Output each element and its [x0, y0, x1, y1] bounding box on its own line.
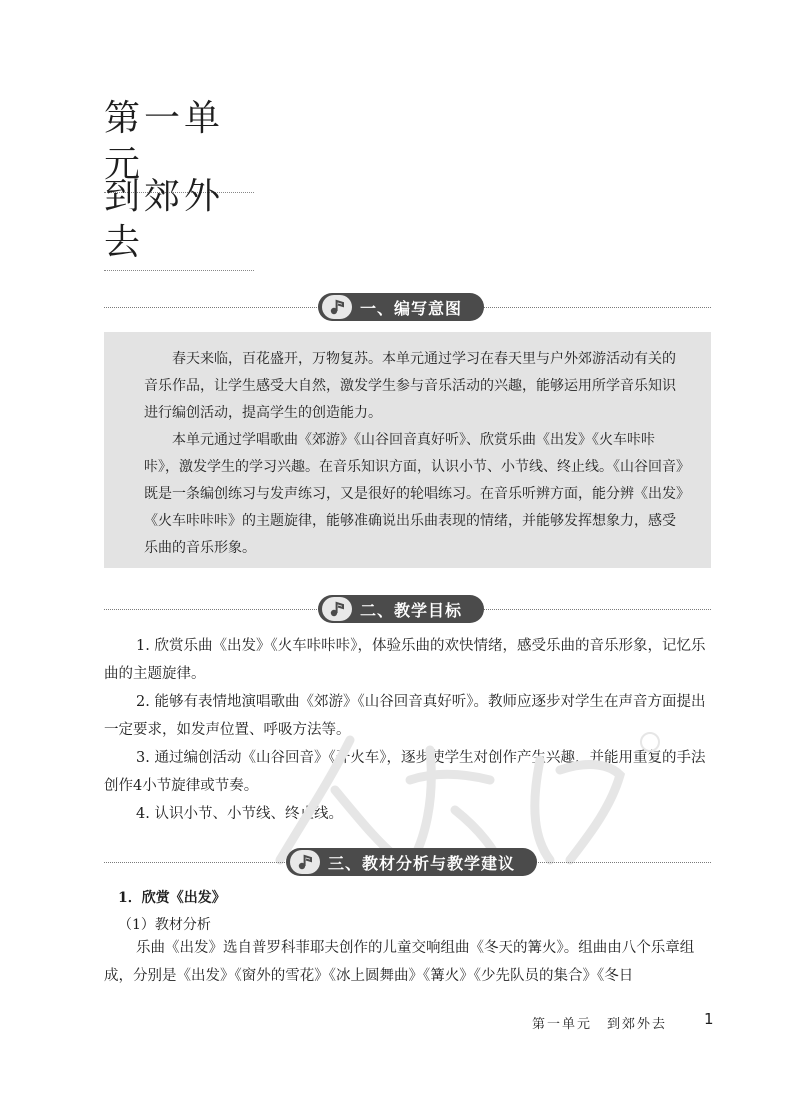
analysis-heading: 1．欣赏《出发》: [118, 890, 226, 906]
music-note-icon: [290, 850, 320, 874]
objective-item: 1. 欣赏乐曲《出发》《火车咔咔咔》，体验乐曲的欢快情绪，感受乐曲的音乐形象，记忆乐曲的主题旋律。: [104, 638, 706, 682]
objective-item: 4. 认识小节、小节线、终止线。: [136, 806, 343, 822]
objective-item: 2. 能够有表情地演唱歌曲《郊游》《山谷回音真好听》。教师应逐步对学生在声音方面提出一定要求，如发声位置、呼吸方法等。: [104, 694, 706, 738]
analysis-paragraph: 乐曲《出发》选自普罗科菲耶夫创作的儿童交响组曲《冬天的篝火》。组曲由八个乐章组成，分别是《出发》《窗外的雪花》《冰上圆舞曲》《篝火》《少先队员的集合》《冬日: [104, 940, 695, 984]
section-heading-analysis: [286, 848, 537, 876]
intent-paragraph: 春天来临，百花盛开，万物复苏。本单元通过学习在春天里与户外郊游活动有关的音乐作品，让学生感受大自然，激发学生参与音乐活动的兴趣，能够运用所学音乐知识进行编创活动，提高学生的创造能力。: [144, 351, 676, 421]
chapter-title: 到郊外去: [104, 174, 254, 271]
section-heading-intent: [318, 293, 484, 321]
objective-item: 3. 通过编创活动《山谷回音》《开火车》，逐步使学生对创作产生兴趣，并能用重复的手法创作4小节旋律或节奏。: [104, 750, 706, 794]
music-note-icon: [322, 295, 352, 319]
analysis-subheading: （1）教材分析: [118, 917, 211, 933]
unit-title: 第一单元: [104, 96, 254, 193]
analysis-text-block: [104, 934, 711, 990]
section-label: 二、教学目标: [360, 600, 463, 620]
intent-box: [104, 332, 711, 568]
page-number: 1: [704, 1010, 714, 1028]
music-note-icon: [322, 597, 352, 621]
running-footer: 第一单元 到郊外去: [532, 1017, 668, 1032]
section-label: 一、编写意图: [360, 298, 463, 318]
section-label: 三、教材分析与教学建议: [328, 853, 516, 873]
section-heading-objectives: [318, 595, 484, 623]
intent-paragraph: 本单元通过学唱歌曲《郊游》《山谷回音真好听》、欣赏乐曲《出发》《火车咔咔咔》，激发学生的学习兴趣。在音乐知识方面，认识小节、小节线、终止线。《山谷回音》既是一条编创练习与发声练习，又是很好的轮唱练习。在音乐听辨方面，能分辨《出发》《火车咔咔咔》的主题旋律，能够准确说出乐曲表现的情绪，并能够发挥想象力，感受乐曲的音乐形象。: [144, 432, 683, 556]
